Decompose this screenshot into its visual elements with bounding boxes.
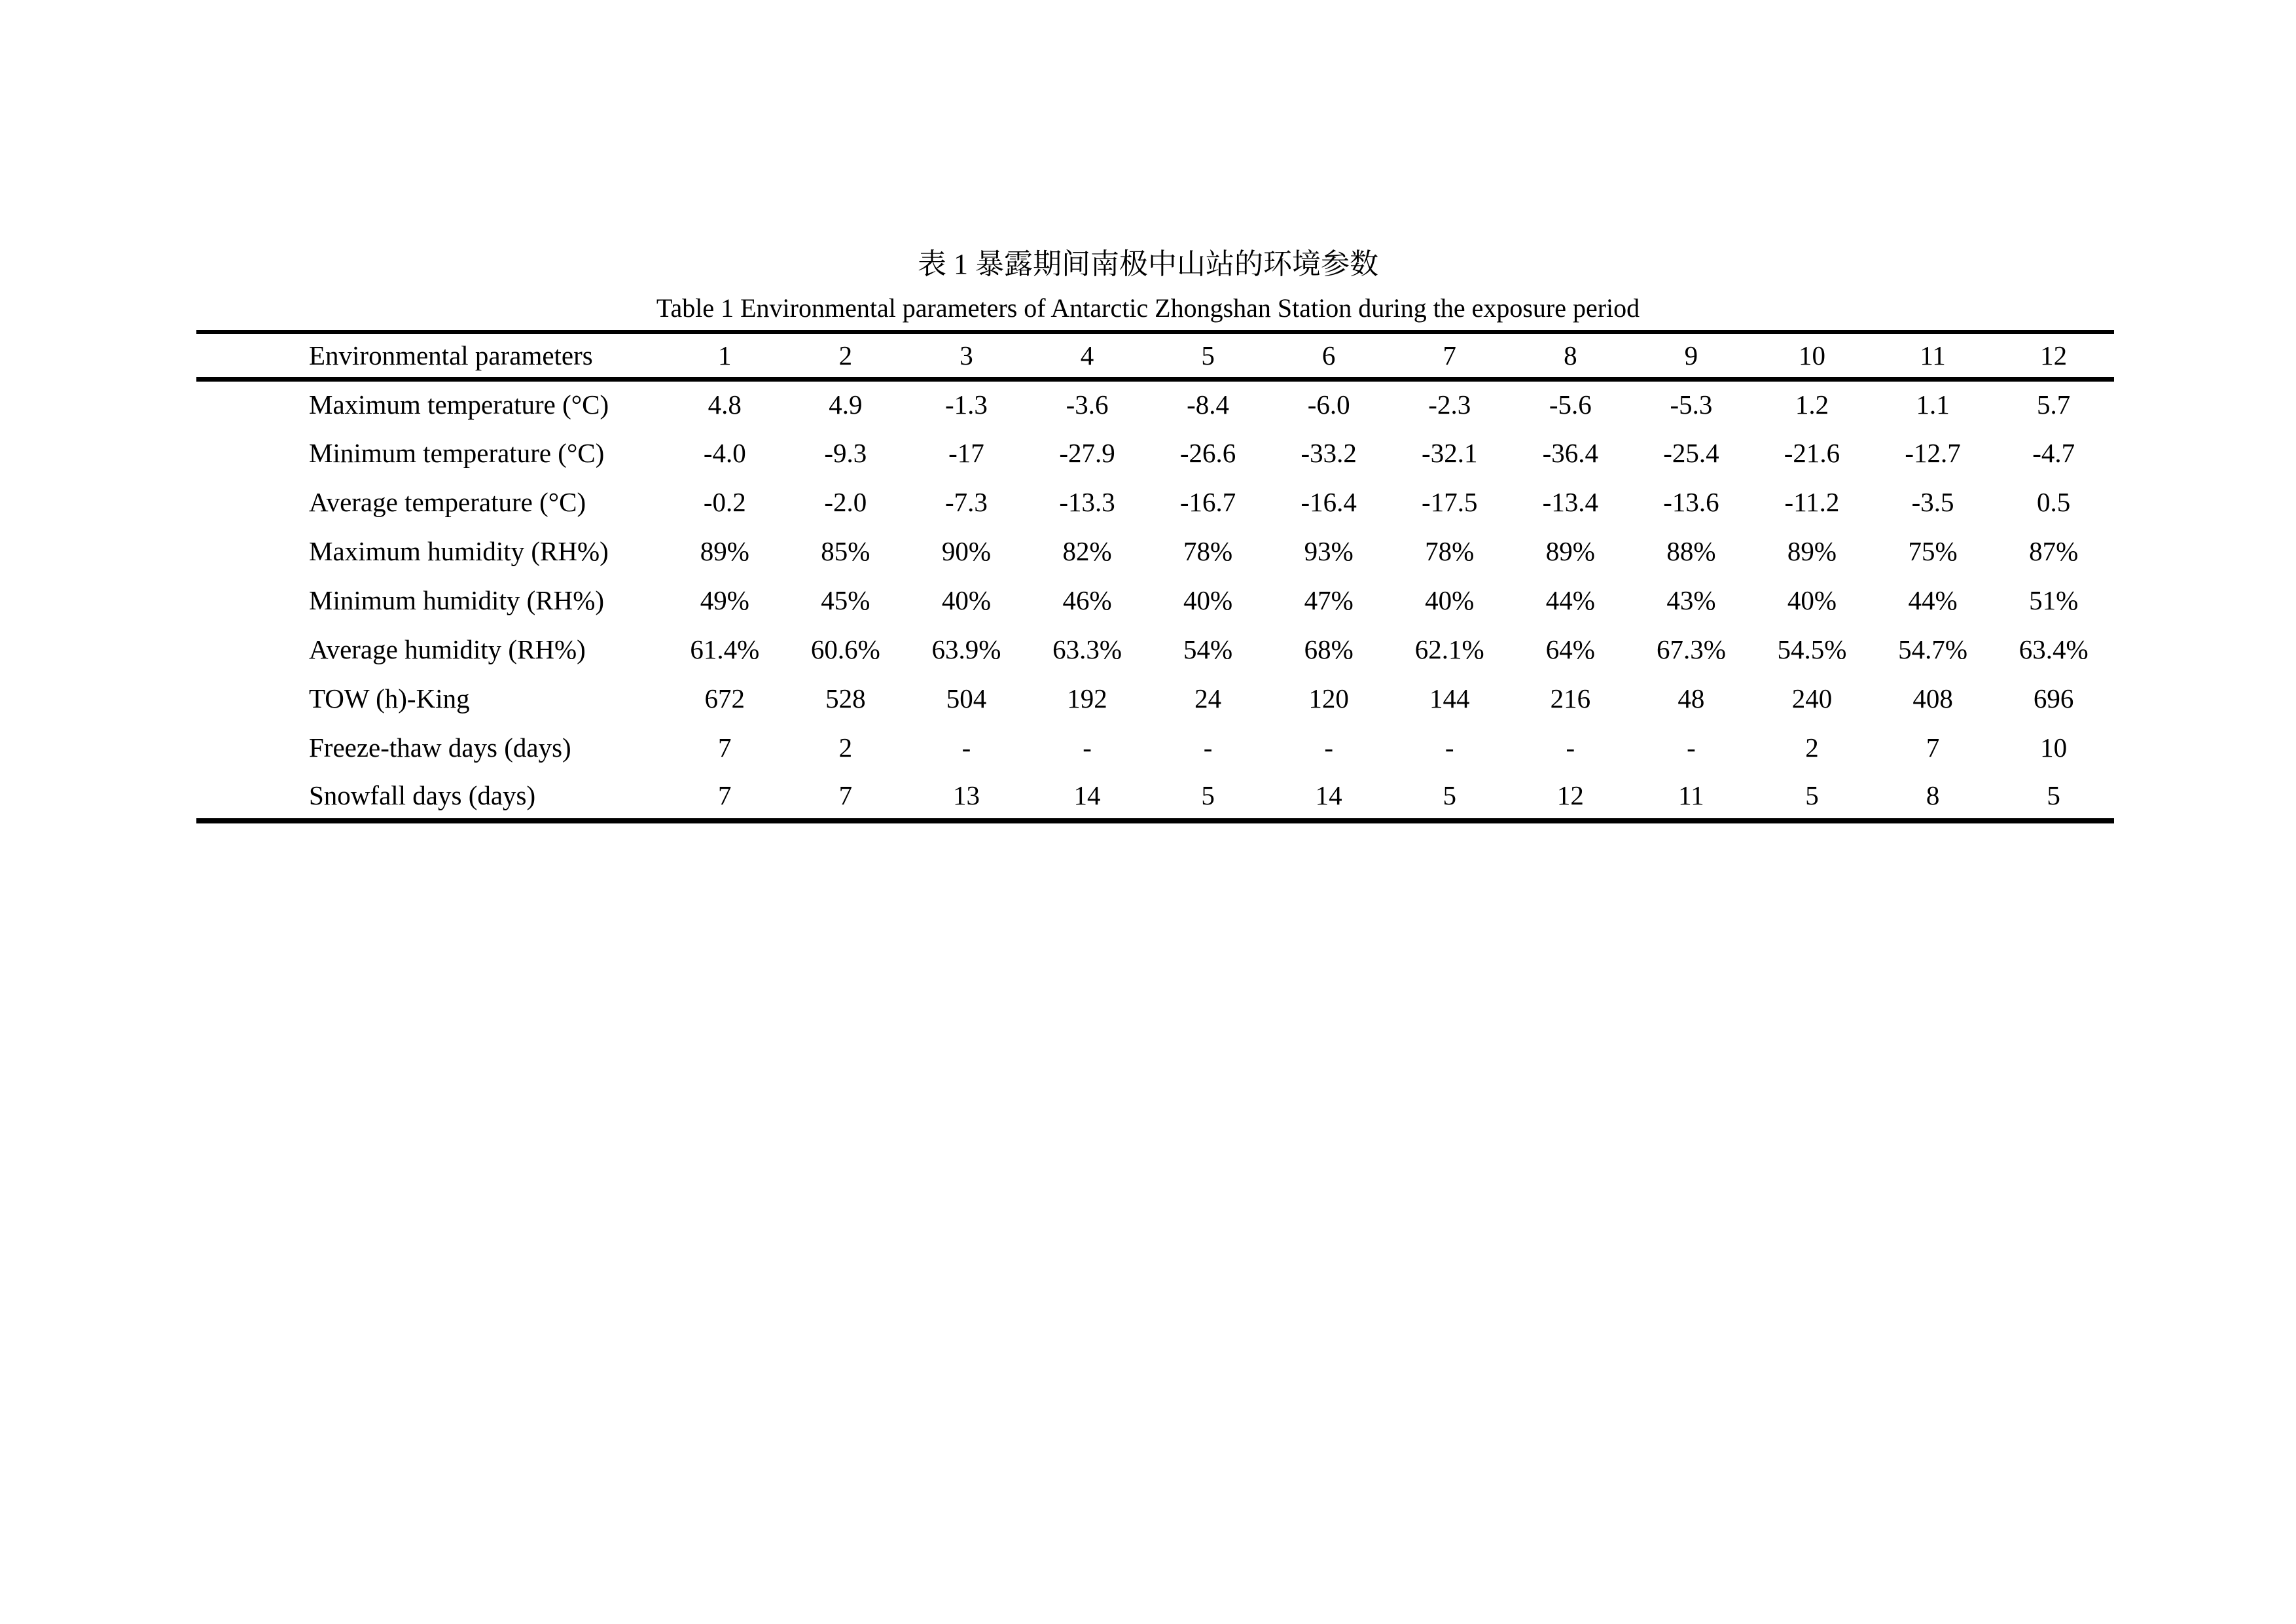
table-caption-english: Table 1 Environmental parameters of Antarctic Zhongshan Station during the exposure period: [656, 293, 1640, 323]
data-cell: 7: [718, 732, 732, 763]
data-cell: -33.2: [1300, 437, 1357, 468]
data-cell: -26.6: [1179, 437, 1236, 468]
data-row: [196, 526, 2114, 575]
row-label: Freeze-thaw days (days): [309, 732, 571, 763]
header-month: 7: [1443, 340, 1456, 370]
data-cell: 75%: [1908, 535, 1958, 566]
row-label: Maximum temperature (°C): [309, 389, 609, 420]
data-cell: 64%: [1545, 634, 1595, 664]
header-label: Environmental parameters: [309, 340, 593, 370]
data-cell: 504: [946, 683, 987, 713]
data-cell: 528: [825, 683, 866, 713]
data-cell: -5.6: [1549, 389, 1592, 420]
data-cell: -: [1444, 732, 1454, 763]
data-cell: 1.1: [1916, 389, 1950, 420]
data-cell: -13.6: [1663, 486, 1719, 517]
data-cell: 87%: [2029, 535, 2079, 566]
table-body: [196, 379, 2114, 821]
data-cell: 85%: [821, 535, 870, 566]
data-cell: -17.5: [1422, 486, 1478, 517]
header-month: 10: [1798, 340, 1825, 370]
row-label: Average humidity (RH%): [309, 634, 586, 664]
data-cell: -3.6: [1066, 389, 1109, 420]
data-cell: 0.5: [2037, 486, 2071, 517]
header-month: 4: [1080, 340, 1094, 370]
data-cell: -7.3: [944, 486, 988, 517]
data-row: [196, 772, 2114, 821]
data-row: [196, 379, 2114, 428]
data-cell: 40%: [1787, 585, 1837, 615]
data-cell: 63.3%: [1052, 634, 1122, 664]
data-cell: -25.4: [1663, 437, 1719, 468]
data-cell: 89%: [1545, 535, 1595, 566]
data-cell: 24: [1194, 683, 1222, 713]
data-cell: -12.7: [1905, 437, 1961, 468]
data-cell: 44%: [1908, 585, 1958, 615]
data-cell: 68%: [1304, 634, 1354, 664]
data-cell: -36.4: [1542, 437, 1599, 468]
data-cell: 89%: [700, 535, 749, 566]
data-cell: 40%: [1183, 585, 1233, 615]
data-cell: -1.3: [944, 389, 988, 420]
header-month: 12: [2040, 340, 2068, 370]
row-label: Snowfall days (days): [309, 780, 536, 810]
data-cell: 78%: [1183, 535, 1233, 566]
data-cell: 4.9: [829, 389, 863, 420]
data-row: [196, 723, 2114, 772]
data-cell: 7: [1926, 732, 1940, 763]
data-cell: 4.8: [708, 389, 742, 420]
data-cell: 14: [1315, 780, 1342, 810]
data-cell: 192: [1067, 683, 1107, 713]
data-row: [196, 575, 2114, 624]
data-cell: -2.0: [824, 486, 867, 517]
data-cell: 5: [1201, 780, 1215, 810]
data-cell: 47%: [1304, 585, 1354, 615]
data-cell: 54.5%: [1777, 634, 1847, 664]
data-cell: 60.6%: [810, 634, 880, 664]
data-cell: 216: [1550, 683, 1591, 713]
data-cell: -: [1203, 732, 1213, 763]
header-month: 1: [718, 340, 732, 370]
data-cell: -5.3: [1670, 389, 1713, 420]
data-cell: -16.7: [1179, 486, 1236, 517]
table-caption-chinese: 表 1 暴露期间南极中山站的环境参数: [918, 248, 1378, 280]
data-cell: 5: [1443, 780, 1456, 810]
data-cell: 67.3%: [1656, 634, 1726, 664]
data-cell: -11.2: [1784, 486, 1840, 517]
environmental-parameters-table: [196, 330, 2114, 823]
data-cell: -4.7: [2032, 437, 2075, 468]
data-cell: -21.6: [1784, 437, 1840, 468]
data-cell: 408: [1912, 683, 1953, 713]
data-cell: 93%: [1304, 535, 1354, 566]
data-cell: 43%: [1666, 585, 1716, 615]
row-label: TOW (h)-King: [309, 683, 470, 713]
data-cell: 672: [704, 683, 745, 713]
data-cell: 45%: [821, 585, 870, 615]
data-cell: 40%: [941, 585, 992, 615]
header-month: 3: [960, 340, 973, 370]
data-row: [196, 428, 2114, 477]
table-head: [196, 332, 2114, 379]
data-cell: -: [1566, 732, 1575, 763]
data-cell: 5: [2047, 780, 2060, 810]
header-month: 11: [1920, 340, 1946, 370]
data-cell: 7: [718, 780, 732, 810]
data-cell: -9.3: [824, 437, 867, 468]
data-cell: 51%: [2029, 585, 2079, 615]
data-cell: 10: [2040, 732, 2068, 763]
data-cell: 240: [1791, 683, 1833, 713]
data-cell: 44%: [1545, 585, 1595, 615]
data-cell: 46%: [1062, 585, 1112, 615]
data-cell: -: [1687, 732, 1696, 763]
data-cell: 88%: [1666, 535, 1716, 566]
header-row: [196, 332, 2114, 379]
data-cell: 54%: [1183, 634, 1233, 664]
data-cell: 5: [1805, 780, 1819, 810]
data-cell: 63.4%: [2018, 634, 2089, 664]
data-cell: 8: [1926, 780, 1940, 810]
row-label: Maximum humidity (RH%): [309, 535, 609, 566]
data-cell: 89%: [1787, 535, 1837, 566]
data-cell: 144: [1429, 683, 1470, 713]
data-cell: 7: [838, 780, 853, 810]
data-cell: 82%: [1062, 535, 1112, 566]
data-cell: -13.3: [1059, 486, 1115, 517]
data-cell: -: [961, 732, 971, 763]
data-cell: 49%: [700, 585, 749, 615]
data-cell: 90%: [941, 535, 992, 566]
data-cell: 14: [1073, 780, 1101, 810]
data-cell: -: [1083, 732, 1092, 763]
row-label: Average temperature (°C): [309, 486, 586, 517]
data-cell: 120: [1308, 683, 1349, 713]
data-cell: -2.3: [1428, 389, 1471, 420]
data-cell: 2: [838, 732, 853, 763]
data-cell: -16.4: [1300, 486, 1357, 517]
data-cell: 40%: [1425, 585, 1475, 615]
data-cell: 2: [1805, 732, 1819, 763]
data-cell: 1.2: [1795, 389, 1829, 420]
data-cell: -: [1324, 732, 1333, 763]
data-cell: -3.5: [1911, 486, 1954, 517]
data-cell: 54.7%: [1898, 634, 1968, 664]
data-cell: 62.1%: [1414, 634, 1484, 664]
data-cell: -13.4: [1542, 486, 1599, 517]
data-cell: -0.2: [703, 486, 746, 517]
row-label: Minimum humidity (RH%): [309, 585, 604, 615]
data-row: [196, 674, 2114, 723]
header-month: 6: [1321, 340, 1336, 370]
data-row: [196, 624, 2114, 674]
row-label: Minimum temperature (°C): [309, 437, 605, 468]
data-cell: 63.9%: [931, 634, 1001, 664]
data-cell: 696: [2033, 683, 2074, 713]
data-cell: -27.9: [1059, 437, 1115, 468]
data-cell: 61.4%: [690, 634, 760, 664]
data-cell: 13: [952, 780, 980, 810]
header-month: 8: [1564, 340, 1577, 370]
data-cell: -17: [948, 437, 984, 468]
data-cell: 12: [1556, 780, 1584, 810]
data-cell: -6.0: [1307, 389, 1350, 420]
data-cell: 78%: [1425, 535, 1475, 566]
data-cell: -8.4: [1187, 389, 1230, 420]
data-row: [196, 477, 2114, 526]
header-month: 2: [838, 340, 853, 370]
data-cell: -32.1: [1422, 437, 1478, 468]
data-cell: 48: [1677, 683, 1705, 713]
data-cell: 11: [1678, 780, 1704, 810]
header-month: 5: [1201, 340, 1215, 370]
header-month: 9: [1684, 340, 1698, 370]
data-cell: -4.0: [703, 437, 746, 468]
data-cell: 5.7: [2037, 389, 2071, 420]
